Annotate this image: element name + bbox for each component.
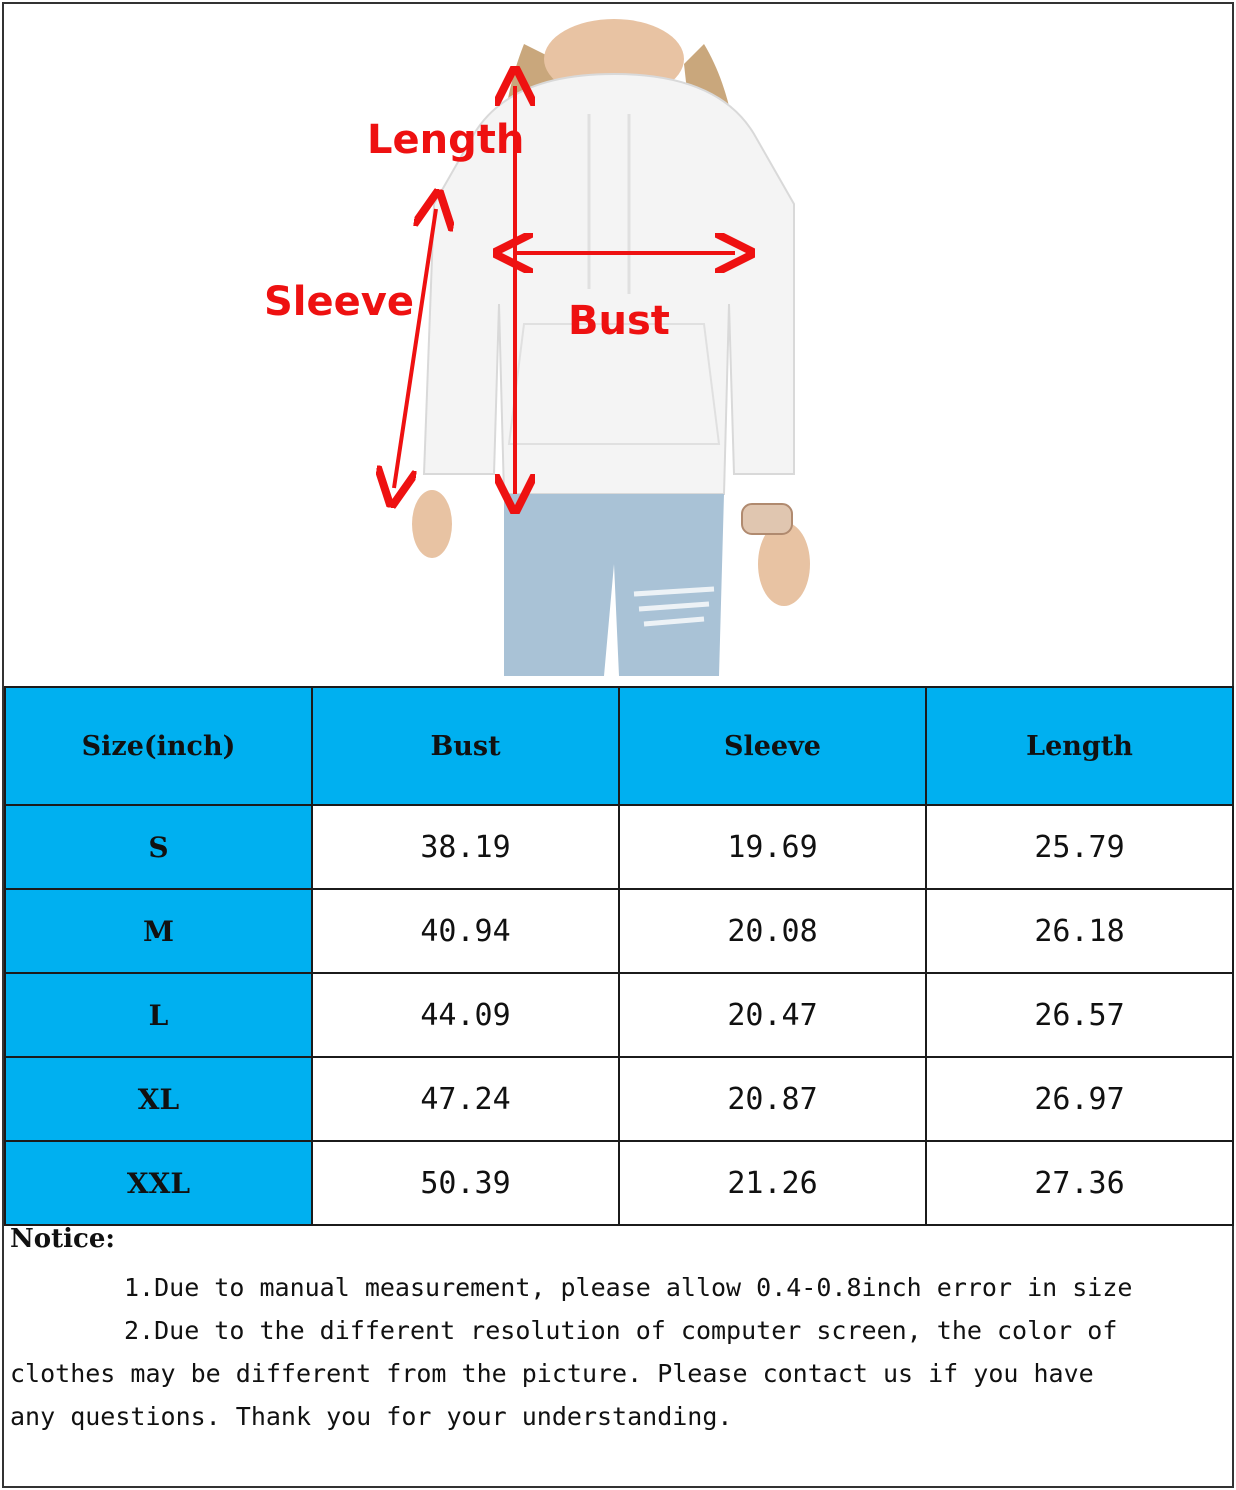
header-size: Size(inch) — [5, 687, 312, 805]
table-row — [5, 889, 1233, 973]
sleeve-cell: 19.69 — [619, 805, 926, 889]
table-row — [5, 1141, 1233, 1225]
sleeve-cell: 20.47 — [619, 973, 926, 1057]
bust-cell: 47.24 — [312, 1057, 619, 1141]
size-cell: M — [5, 889, 312, 973]
length-cell: 26.57 — [926, 973, 1233, 1057]
notice-title: Notice: — [10, 1224, 115, 1254]
bust-cell: 44.09 — [312, 973, 619, 1057]
hoodie-model-illustration — [4, 4, 1232, 686]
jeans-shape — [504, 494, 724, 676]
hoodie-measurement-figure — [4, 4, 1232, 686]
size-table — [4, 686, 1234, 1226]
notice-line-1: 1.Due to manual measurement, please allow 0.4-0.8inch error in size — [124, 1273, 1133, 1302]
header-bust: Bust — [312, 687, 619, 805]
table-row — [5, 973, 1233, 1057]
size-cell: L — [5, 973, 312, 1057]
bust-cell: 50.39 — [312, 1141, 619, 1225]
header-sleeve: Sleeve — [619, 687, 926, 805]
header-length: Length — [926, 687, 1233, 805]
notice-line-2c: any questions. Thank you for your understanding. — [10, 1402, 733, 1431]
length-cell: 25.79 — [926, 805, 1233, 889]
sleeve-cell: 20.08 — [619, 889, 926, 973]
sleeve-cell: 21.26 — [619, 1141, 926, 1225]
notice-line-2a: 2.Due to the different resolution of computer screen, the color of — [124, 1316, 1118, 1345]
size-cell: S — [5, 805, 312, 889]
sleeve-cell: 20.87 — [619, 1057, 926, 1141]
length-label: Length — [367, 117, 525, 163]
size-chart-frame — [2, 2, 1234, 1488]
header-row — [5, 687, 1233, 805]
notice-section — [10, 1224, 1226, 1438]
size-cell: XXL — [5, 1141, 312, 1225]
length-cell: 27.36 — [926, 1141, 1233, 1225]
length-cell: 26.18 — [926, 889, 1233, 973]
sleeve-label: Sleeve — [264, 279, 414, 325]
length-cell: 26.97 — [926, 1057, 1233, 1141]
notice-line-2b: clothes may be different from the picture. Please contact us if you have — [10, 1359, 1094, 1388]
bust-label: Bust — [568, 298, 670, 344]
bust-cell: 40.94 — [312, 889, 619, 973]
bust-cell: 38.19 — [312, 805, 619, 889]
table-row — [5, 1057, 1233, 1141]
table-row — [5, 805, 1233, 889]
size-cell: XL — [5, 1057, 312, 1141]
